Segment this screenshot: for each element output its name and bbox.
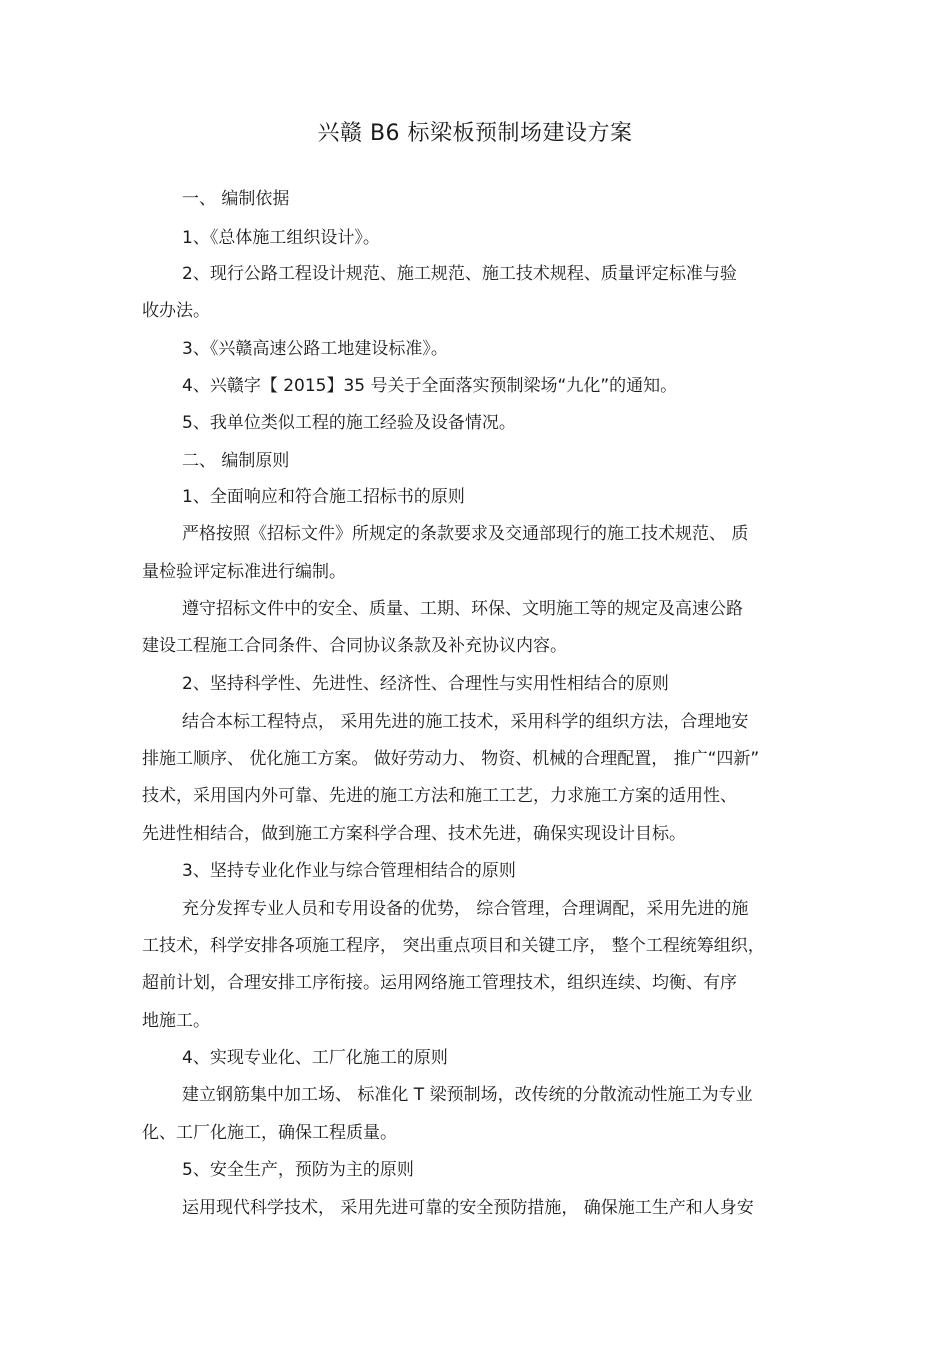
paragraph-line: 4、实现专业化、工厂化施工的原则 [182, 1048, 448, 1068]
paragraph-line: 建立钢筋集中加工场、 标准化 T 梁预制场，改传统的分散流动性施工为专业 [182, 1085, 753, 1105]
paragraph-line: 收办法。 [142, 301, 210, 321]
section-heading-basis: 一、 编制依据 [182, 189, 290, 209]
paragraph-line: 建设工程施工合同条件、合同协议条款及补充协议内容。 [142, 636, 567, 656]
paragraph-line: 结合本标工程特点， 采用先进的施工技术，采用科学的组织方法，合理地安 [182, 712, 749, 732]
section-heading-principles: 二、 编制原则 [182, 451, 290, 471]
paragraph-line: 严格按照《招标文件》所规定的条款要求及交通部现行的施工技术规范、 质 [182, 524, 749, 544]
paragraph-line: 3、《兴赣高速公路工地建设标准》。 [182, 339, 448, 359]
paragraph-line: 工技术，科学安排各项施工程序， 突出重点项目和关键工序， 整个工程统筹组织， [142, 936, 765, 956]
paragraph-line: 1、全面响应和符合施工招标书的原则 [182, 487, 465, 507]
paragraph-line: 1、《总体施工组织设计》。 [182, 228, 380, 248]
document-title: 兴赣 B6 标梁板预制场建设方案 [317, 121, 633, 146]
paragraph-line: 2、坚持科学性、先进性、经济性、合理性与实用性相结合的原则 [182, 674, 669, 694]
paragraph-line: 2、现行公路工程设计规范、施工规范、施工技术规程、质量评定标准与验 [182, 264, 737, 284]
paragraph-line: 3、坚持专业化作业与综合管理相结合的原则 [182, 861, 516, 881]
paragraph-line: 先进性相结合，做到施工方案科学合理、技术先进，确保实现设计目标。 [142, 824, 686, 844]
paragraph-line: 4、兴赣字【 2015】35 号关于全面落实预制梁场“九化”的通知。 [182, 376, 678, 396]
paragraph-line: 5、我单位类似工程的施工经验及设备情况。 [182, 413, 516, 433]
paragraph-line: 量检验评定标准进行编制。 [142, 562, 346, 582]
paragraph-line: 充分发挥专业人员和专用设备的优势， 综合管理，合理调配，采用先进的施 [182, 899, 749, 919]
paragraph-line: 排施工顺序、 优化施工方案。 做好劳动力、 物资、机械的合理配置， 推广“四新” [142, 749, 760, 769]
paragraph-line: 运用现代科学技术， 采用先进可靠的安全预防措施， 确保施工生产和人身安 [182, 1198, 754, 1218]
paragraph-line: 技术，采用国内外可靠、先进的施工方法和施工工艺，力求施工方案的适用性、 [142, 786, 737, 806]
paragraph-line: 超前计划，合理安排工序衔接。运用网络施工管理技术，组织连续、均衡、有序 [142, 973, 737, 993]
paragraph-line: 化、工厂化施工，确保工程质量。 [142, 1123, 397, 1143]
paragraph-line: 遵守招标文件中的安全、质量、工期、环保、文明施工等的规定及高速公路 [182, 599, 743, 619]
paragraph-line: 5、安全生产，预防为主的原则 [182, 1160, 414, 1180]
paragraph-line: 地施工。 [142, 1011, 210, 1031]
